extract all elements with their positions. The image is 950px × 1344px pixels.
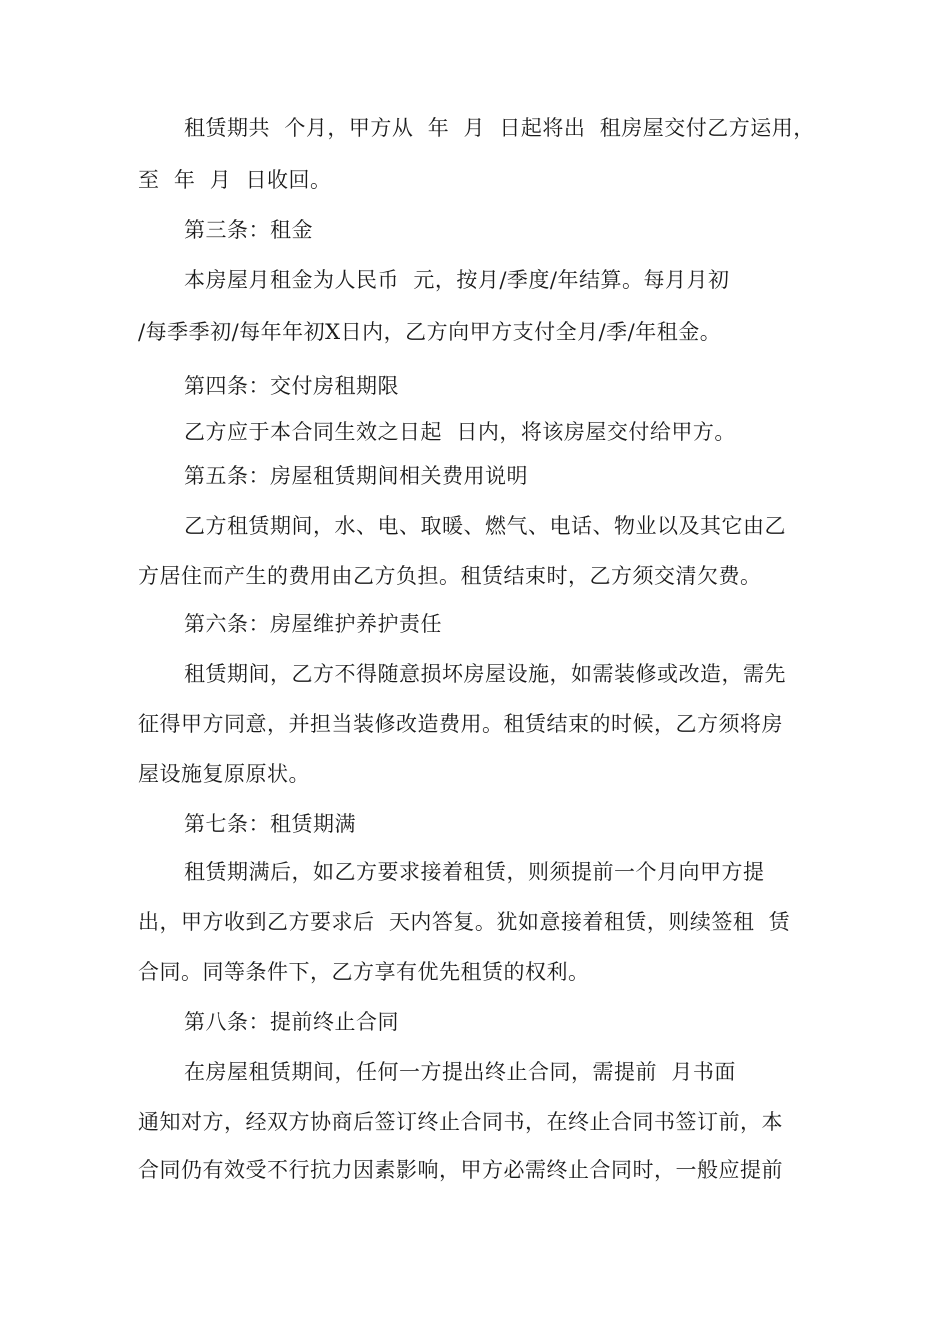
heading-article-6: 第六条：房屋维护养护责任 xyxy=(184,612,442,636)
heading-article-5: 第五条：房屋租赁期间相关费用说明 xyxy=(184,464,528,488)
paragraph-termination-line-2: 通知对方，经双方协商后签订终止合同书，在终止合同书签订前，本 xyxy=(138,1110,783,1134)
heading-article-4: 第四条：交付房租期限 xyxy=(184,374,399,398)
paragraph-termination-line-3: 合同仍有效受不行抗力因素影响，甲方必需终止合同时，一般应提前 xyxy=(138,1158,783,1182)
paragraph-lease-term-line-1: 租赁期共 个月，甲方从 年 月 日起将出 租房屋交付乙方运用， xyxy=(184,116,815,140)
heading-article-3: 第三条：租金 xyxy=(184,218,313,242)
paragraph-termination-line-1: 在房屋租赁期间，任何一方提出终止合同，需提前 月书面 xyxy=(184,1060,736,1084)
paragraph-delivery-line-1: 乙方应于本合同生效之日起 日内，将该房屋交付给甲方。 xyxy=(184,420,736,444)
paragraph-maintenance-line-1: 租赁期间，乙方不得随意损坏房屋设施，如需装修或改造，需先 xyxy=(184,662,786,686)
paragraph-expiry-line-3: 合同。同等条件下，乙方享有优先租赁的权利。 xyxy=(138,960,590,984)
paragraph-lease-term-line-2: 至 年 月 日收回。 xyxy=(138,168,332,192)
paragraph-fees-line-1: 乙方租赁期间，水、电、取暖、燃气、电话、物业以及其它由乙 xyxy=(184,514,786,538)
paragraph-maintenance-line-3: 屋设施复原原状。 xyxy=(138,762,310,786)
heading-article-7: 第七条：租赁期满 xyxy=(184,812,356,836)
paragraph-rent-line-1: 本房屋月租金为人民币 元，按月/季度/年结算。每月月初 xyxy=(184,268,730,292)
paragraph-expiry-line-1: 租赁期满后，如乙方要求接着租赁，则须提前一个月向甲方提 xyxy=(184,860,765,884)
paragraph-maintenance-line-2: 征得甲方同意，并担当装修改造费用。租赁结束的时候，乙方须将房 xyxy=(138,712,783,736)
paragraph-expiry-line-2: 出，甲方收到乙方要求后 天内答复。犹如意接着租赁，则续签租 赁 xyxy=(138,910,791,934)
heading-article-8: 第八条：提前终止合同 xyxy=(184,1010,399,1034)
paragraph-fees-line-2: 方居住而产生的费用由乙方负担。租赁结束时，乙方须交清欠费。 xyxy=(138,564,762,588)
paragraph-rent-line-2: /每季季初/每年年初X日内，乙方向甲方支付全月/季/年租金。 xyxy=(138,320,722,344)
